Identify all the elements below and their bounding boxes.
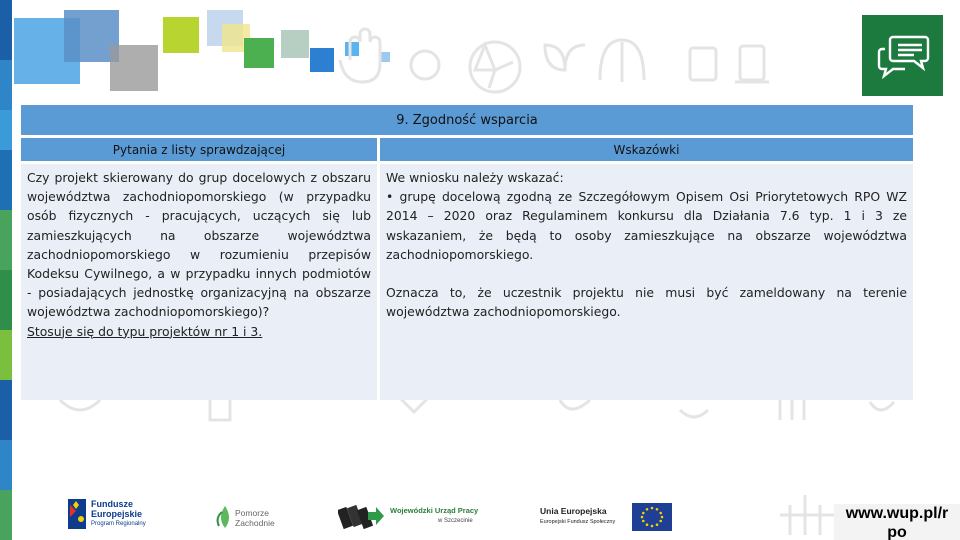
column-header-questions: Pytania z listy sprawdzającej — [21, 138, 377, 164]
left-color-strip — [0, 0, 12, 540]
pz-leaf-icon — [215, 502, 235, 530]
ue-logo-text — [540, 506, 615, 528]
compliance-table — [21, 105, 913, 400]
table-row — [21, 164, 913, 400]
wup-szczecin-logo — [338, 500, 483, 530]
question-text: Czy projekt skierowany do grup docelowych z obszaru województwa zachodniopomorskiego (w przypadku osób fizycznych - pracujących, uczących się lub zamieszkujących na obszarze województwa zachodniopomorskiego w rozumieniu przepisów Kodeksu Cywilnego, a w przypadku innych podmiotów - posiadających jednostkę organizacyjną na obszarze województwa zachodniopomorskiego)? — [27, 170, 371, 320]
table-header-row — [21, 138, 913, 164]
pz-logo-text — [235, 508, 275, 528]
pz-line2: Zachodnie — [235, 518, 275, 528]
pz-line1: Pomorze — [235, 508, 270, 518]
fe-line1: Fundusze — [91, 499, 133, 509]
column-header-hints: Wskazówki — [380, 138, 913, 164]
website-line1[interactable]: www.wup.pl/r — [845, 505, 949, 522]
fe-logo-text — [91, 499, 146, 529]
ue-line1: Unia Europejska — [540, 506, 607, 516]
unia-europejska-logo — [540, 503, 675, 531]
eu-flag-icon — [632, 503, 672, 531]
fe-line2: Europejskie — [91, 509, 143, 519]
wup-line1: Wojewódzki Urząd Pracy — [390, 506, 479, 515]
pomorze-zachodnie-logo — [215, 502, 285, 532]
hint-cell — [380, 164, 913, 400]
hint-intro: We wniosku należy wskazać: — [386, 170, 564, 185]
fundusze-europejskie-logo — [66, 497, 156, 531]
website-line2[interactable]: po — [887, 524, 907, 540]
fe-line3: Program Regionalny — [91, 521, 146, 527]
question-cell — [21, 164, 377, 400]
wup-blocks-icon — [338, 500, 384, 530]
website-link[interactable] — [834, 504, 960, 540]
wup-line2: w Szczecinie — [438, 518, 473, 524]
table-title: 9. Zgodność wsparcia — [21, 105, 913, 138]
project-type-note: Stosuje się do typu projektów nr 1 i 3. — [27, 323, 263, 339]
wup-logo-text — [390, 506, 478, 526]
chat-bubbles-icon — [862, 15, 943, 96]
eu-stars-icon — [632, 503, 672, 531]
chat-bubbles-icon-glyph — [875, 31, 931, 81]
hint-explanation: Oznacza to, że uczestnik projektu nie musi być zameldowany na terenie województwa zachodniopomorskiego. — [386, 285, 907, 320]
ue-line2: Europejski Fundusz Społeczny — [540, 519, 616, 525]
hint-bullet: • grupę docelową zgodną ze Szczegółowym Opisem Osi Priorytetowych RPO WZ 2014 – 2020 oraz Regulaminem konkursu dla Działania 7.6 typ. 1 i 3 ze wskazaniem, że będą to osoby zamieszkujące na obszarze województwa zachodniopomorskiego. — [386, 189, 907, 262]
fe-star-logo-icon — [66, 497, 88, 531]
